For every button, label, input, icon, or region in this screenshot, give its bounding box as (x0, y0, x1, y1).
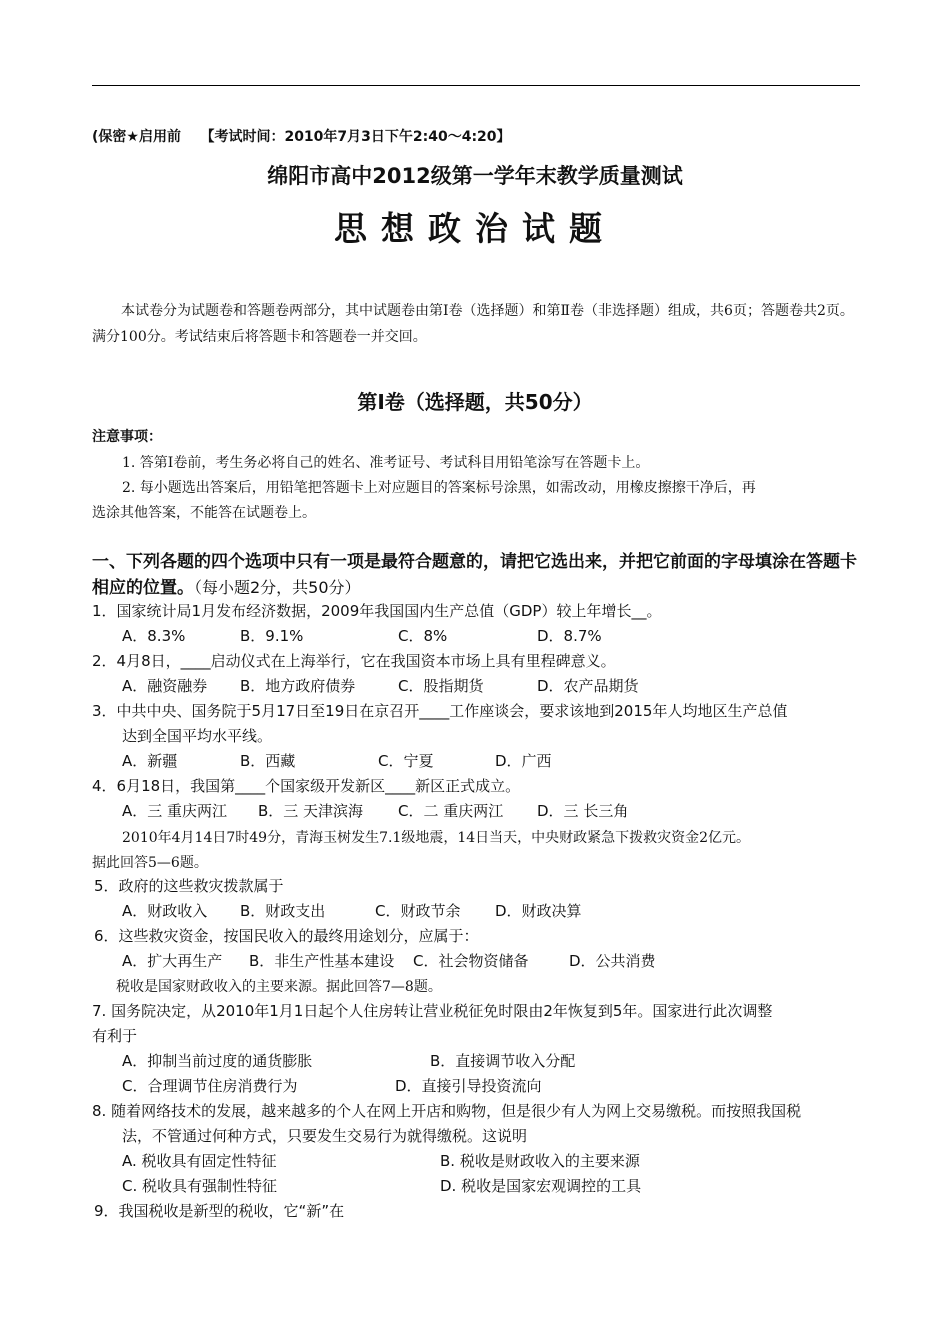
question-4: 4．6月18日，我国第____个国家级开发新区____新区正式成立。 (92, 777, 521, 795)
q1-option-d: D．8.7% (537, 627, 602, 645)
material-1-cont: 据此回答5—6题。 (92, 855, 208, 871)
question-2: 2．4月8日，____启动仪式在上海举行，它在我国资本市场上具有里程碑意义。 (92, 652, 616, 670)
q3-option-a: A．新疆 (122, 752, 178, 770)
part1-heading (92, 550, 867, 601)
q2-option-d: D．农产品期货 (537, 677, 639, 695)
question-8-cont: 法，不管通过何种方式，只要发生交易行为就得缴税。这说明 (122, 1127, 528, 1145)
question-9: 9．我国税收是新型的税收，它“新”在 (94, 1202, 345, 1220)
top-rule (92, 85, 860, 86)
confidential-label: (保密★启用前 (92, 129, 181, 145)
q6-option-c: C．社会物资储备 (413, 952, 529, 970)
q3-option-c: C．宁夏 (378, 752, 434, 770)
exam-title: 绵阳市高中2012级第一学年末教学质量测试 (267, 164, 683, 188)
q5-option-d: D．财政决算 (495, 902, 582, 920)
q5-option-b: B．财政支出 (240, 902, 326, 920)
q1-option-a: A．8.3% (122, 627, 186, 645)
q8-option-c: C. 税收具有强制性特征 (122, 1177, 278, 1195)
note-item-2: 2. 每小题选出答案后，用铅笔把答题卡上对应题目的答案标号涂黑，如需改动，用橡皮擦擦干净后，再 (122, 480, 756, 496)
section1-title: 第Ⅰ卷（选择题，共50分） (357, 390, 593, 414)
question-1: 1．国家统计局1月发布经济数据，2009年我国国内生产总值（GDP）较上年增长__。 (92, 602, 662, 620)
q7-option-c: C．合理调节住房消费行为 (122, 1077, 298, 1095)
question-3-cont: 达到全国平均水平线。 (122, 727, 273, 745)
question-5: 5．政府的这些救灾拨款属于 (94, 877, 284, 895)
intro-paragraph: 本试卷分为试题卷和答题卷两部分，其中试题卷由第Ⅰ卷（选择题）和第Ⅱ卷（非选择题）组成，共6页；答题卷共2页。满分100分。考试结束后将答题卡和答题卷一并交回。 (92, 303, 854, 345)
q3-option-d: D．广西 (495, 752, 552, 770)
q5-option-a: A．财政收入 (122, 902, 208, 920)
part1-scoring: （每小题2分，共50分） (194, 578, 361, 597)
question-7-cont: 有利于 (92, 1027, 138, 1045)
q1-option-c: C．8% (398, 627, 448, 645)
question-6: 6．这些救灾资金，按国民收入的最终用途划分，应属于： (94, 927, 479, 945)
question-8: 8. 随着网络技术的发展，越来越多的个人在网上开店和购物，但是很少有人为网上交易缴税。而按照我国税 (92, 1102, 802, 1120)
note-item-1: 1. 答第Ⅰ卷前，考生务必将自己的姓名、准考证号、考试科目用铅笔涂写在答题卡上。 (122, 455, 650, 471)
q1-option-b: B．9.1% (240, 627, 304, 645)
q4-option-d: D．三 长三角 (537, 802, 629, 820)
q4-option-c: C．二 重庆两江 (398, 802, 504, 820)
q8-option-d: D. 税收是国家宏观调控的工具 (440, 1177, 642, 1195)
notes-heading: 注意事项： (92, 429, 162, 445)
exam-header (92, 126, 511, 146)
q4-option-a: A．三 重庆两江 (122, 802, 228, 820)
part1-instruction: 一、下列各题的四个选项中只有一项是最符合题意的，请把它选出来，并把它前面的字母填涂在答题卡相应的位置。 (92, 552, 857, 598)
note-item-2-cont: 选涂其他答案，不能答在试题卷上。 (92, 505, 316, 521)
q7-option-b: B．直接调节收入分配 (430, 1052, 576, 1070)
q4-option-b: B．三 天津滨海 (258, 802, 364, 820)
q8-option-a: A. 税收具有固定性特征 (122, 1152, 277, 1170)
question-7: 7. 国务院决定，从2010年1月1日起个人住房转让营业税征免时限由2年恢复到5年。国家进行此次调整 (92, 1002, 773, 1020)
q3-option-b: B．西藏 (240, 752, 296, 770)
q6-option-d: D．公共消费 (569, 952, 656, 970)
q7-option-d: D．直接引导投资流向 (395, 1077, 542, 1095)
material-2: 税收是国家财政收入的主要来源。据此回答7—8题。 (116, 979, 442, 995)
q2-option-b: B．地方政府债券 (240, 677, 356, 695)
q2-option-a: A．融资融券 (122, 677, 208, 695)
exam-time: 【考试时间：2010年7月3日下午2:40～4:20】 (200, 129, 511, 145)
q7-option-a: A．抑制当前过度的通货膨胀 (122, 1052, 313, 1070)
material-1: 2010年4月14日7时49分，青海玉树发生7.1级地震，14日当天，中央财政紧急下拨救灾资金2亿元。 (122, 830, 751, 846)
question-3: 3．中共中央、国务院于5月17日至19日在京召开____工作座谈会，要求该地到2015年人均地区生产总值 (92, 702, 788, 720)
q2-option-c: C．股指期货 (398, 677, 484, 695)
q8-option-b: B. 税收是财政收入的主要来源 (440, 1152, 640, 1170)
subject-title: 思想政治试题 (334, 209, 616, 248)
q6-option-b: B．非生产性基本建设 (249, 952, 395, 970)
q6-option-a: A．扩大再生产 (122, 952, 223, 970)
q5-option-c: C．财政节余 (375, 902, 461, 920)
